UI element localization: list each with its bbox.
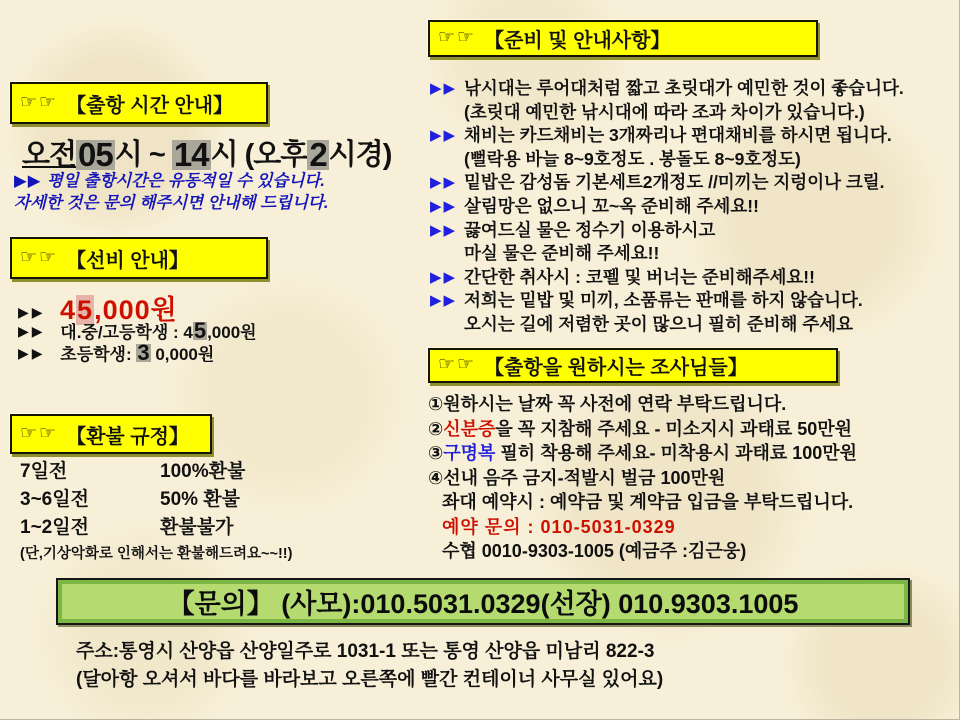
prep-item [430,313,904,337]
refund-note: (단,기상악화로 인해서는 환불해드려요~~!!) [20,546,293,562]
request-line-2 [428,417,857,442]
prep-item [430,101,904,125]
refund-row [20,458,292,486]
pointing-finger-icon: ☞☞ [438,354,477,375]
prep-item-text: 밑밥은 감성돔 기본세트2개정도 //미끼는 지렁이나 크릴. [464,172,885,193]
fare-student-pre: 대.중/고등학생 : 4 [60,323,193,342]
request-line-2-highlight: 신분증 [443,418,496,439]
prep-item [430,171,904,195]
prep-item-text: 끓여드실 물은 정수기 이용하시고 [464,219,716,240]
arrow-icon: ▶▶ [18,345,46,361]
request-line-2-rest: 을 꼭 지참해 주세요 - 미소지시 과태료 50만원 [495,418,853,439]
fare-header-box [10,237,268,279]
arrow-icon [430,313,464,337]
fare-elementary-line [18,340,214,365]
reservation-phone-line: 예약 문의 : 010-5031-0329 [442,516,676,537]
arrow-icon: ▶▶ [430,80,458,97]
fare-header-label: 【선비 안내】 [66,249,189,272]
fare-student-post: ,000원 [207,323,257,342]
prep-item [430,124,904,148]
fare-elementary-pre: 초등학생: [60,345,137,364]
prep-header-label: 【준비 및 안내사항】 [484,30,671,52]
arrow-icon: ▶▶ [430,221,458,239]
time-mid1: 시 ~ [114,139,172,171]
departure-note-1 [14,171,325,192]
refund-what: 환불불가 [160,517,234,538]
refund-what: 100%환불 [160,461,246,482]
prep-item [430,148,904,172]
fare-elementary-post: 0,000원 [150,345,215,364]
arrow-icon: ▶▶ [430,268,458,286]
request-line-4: ④선내 음주 금지-적발시 벌금 100만원 [428,467,726,488]
time-end-hour: 14 [173,136,209,173]
arrow-icon [430,148,464,172]
prep-item-text: (뻘락용 바늘 8~9호정도 . 봉돌도 8~9호정도) [464,148,801,169]
address-line-2: (달아항 오셔서 바다를 바라보고 오른쪽에 빨간 컨테이너 사무실 있어요) [76,669,664,690]
refund-when: 7일전 [20,461,68,482]
request-line-1: ①원하시는 날짜 꼭 사전에 연락 부탁드립니다. [428,394,787,414]
refund-what: 50% 환불 [160,489,241,510]
request-header-label: 【출항을 원하시는 조사님들】 [484,357,748,379]
refund-header-label: 【환불 규정】 [66,425,189,448]
time-prefix: 오전 [22,139,77,171]
pointing-finger-icon: ☞☞ [20,91,59,113]
price-pre: 4 [60,295,77,325]
request-line-3-num: ③ [428,443,444,463]
arrow-icon: ▶▶ [430,127,458,145]
pointing-finger-icon: ☞☞ [438,27,477,48]
contact-bar-text: 【문의】 (사모):010.5031.0329(선장) 010.9303.1005 [167,589,799,619]
prep-item-text: 낚시대는 루어대처럼 짧고 초릿대가 예민한 것이 좋습니다. [464,78,904,98]
prep-item [430,195,904,219]
request-header-box [428,348,838,383]
request-line-2-num: ② [428,418,444,439]
arrow-icon [430,101,464,125]
request-line-3-highlight: 구명복 [443,443,496,463]
prep-item-text: 살림망은 없으니 꼬~옥 준비해 주세요!! [464,195,759,216]
time-mid2: 시 (오후 [210,139,308,171]
request-line-5: 좌대 예약시 : 예약금 및 계약금 입금을 부탁드립니다. [442,492,854,512]
refund-when: 3~6일전 [20,489,89,510]
departure-time-line [22,132,391,173]
refund-row [20,514,292,542]
time-suffix: 시경) [328,139,392,171]
arrow-icon: ▶▶ [430,197,458,215]
fare-student-highlight: 5 [193,318,207,343]
time-start-hour: 05 [78,136,113,173]
request-line-3-rest: 필히 착용해 주세요- 미착용시 과태료 100만원 [495,443,858,463]
departure-note-2-text: 자세한 것은 문의 해주시면 안내해 드립니다. [14,194,329,212]
arrow-icon: ▶▶ [18,323,46,339]
pointing-finger-icon: ☞☞ [20,246,59,268]
arrow-icon: ▶▶ [14,172,47,190]
prep-item [430,266,904,290]
arrow-icon: ▶▶ [430,292,458,310]
departure-note-2 [14,193,328,214]
departure-time-header-box [10,82,268,124]
prep-list [430,77,904,337]
prep-item-text: 저희는 밑밥 및 미끼, 소품류는 판매를 하지 않습니다. [464,290,863,311]
arrow-icon: ▶▶ [18,304,46,320]
pointing-finger-icon: ☞☞ [20,422,59,444]
prep-item-text: 간단한 취사시 : 코펠 및 버너는 준비해주세요!! [464,266,815,287]
prep-item-text: 오시는 길에 저렴한 곳이 많으니 필히 준비해 주세요 [464,313,854,334]
prep-item-text: 마실 물은 준비해 주세요!! [464,243,660,264]
price-post: ,000원 [94,295,178,325]
refund-header-box [10,414,212,454]
departure-time-header-label: 【출항 시간 안내】 [66,94,234,117]
refund-table [20,458,292,563]
departure-note-1-text: 평일 출항시간은 유동적일 수 있습니다. [46,172,325,190]
prep-header-box [428,20,818,57]
fare-elementary-highlight: 3 [137,340,150,365]
arrow-icon [430,242,464,266]
contact-bar [56,578,910,625]
request-list [428,392,857,564]
request-line-3 [428,441,857,466]
arrow-icon: ▶▶ [430,174,458,192]
prep-item [430,219,904,243]
bank-account-line: 수협 0010-9303-1005 (예금주 :김근웅) [442,541,747,561]
address-line-1: 주소:통영시 산양읍 산양일주로 1031-1 또는 통영 산양읍 미남리 822-3 [76,641,655,662]
prep-item [430,242,904,266]
time-pm-hour: 2 [309,136,327,173]
refund-row [20,486,292,514]
price-highlight: 5 [77,295,94,325]
prep-item [430,289,904,313]
prep-item-text: (초릿대 예민한 낚시대에 따라 조과 차이가 있습니다.) [464,101,865,122]
prep-item-text: 채비는 카드채비는 3개짜리나 편대채비를 하시면 됩니다. [464,125,892,146]
prep-item [430,77,904,101]
refund-when: 1~2일전 [20,517,89,538]
